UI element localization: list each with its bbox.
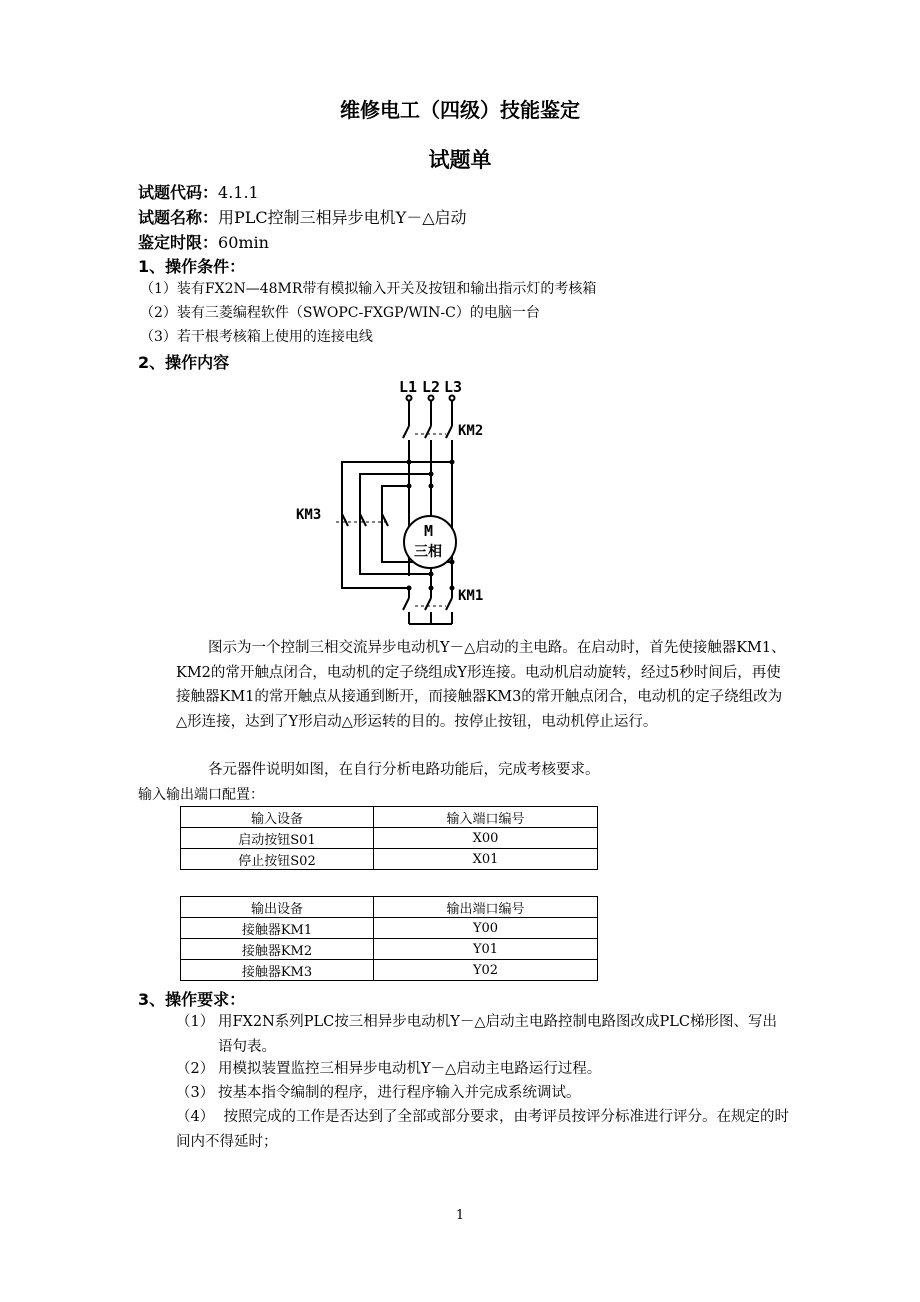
table-header: 输入端口编号 xyxy=(374,807,598,828)
table-header-row xyxy=(181,807,598,828)
km1-label: KM1 xyxy=(458,588,484,604)
motor-text: 三相 xyxy=(414,544,442,560)
table-header: 输入设备 xyxy=(181,807,374,828)
phase-label-l2: L2 xyxy=(422,378,441,396)
time-row xyxy=(138,230,269,253)
code-label: 试题代码： xyxy=(138,183,219,202)
output-table xyxy=(180,896,598,981)
condition-item: （2）装有三菱编程软件（SWOPC-FXGP/WIN-C）的电脑一台 xyxy=(140,305,540,321)
requirement-number: （2） xyxy=(176,1061,215,1077)
time-value: 60min xyxy=(218,233,269,252)
table-cell: X00 xyxy=(374,828,598,849)
km2-label: KM2 xyxy=(458,423,484,439)
table-header: 输出端口编号 xyxy=(374,897,598,918)
code-value: 4.1.1 xyxy=(218,183,259,202)
table-header-row xyxy=(181,897,598,918)
instruction-paragraph: 各元器件说明如图，在自行分析电路功能后，完成考核要求。 xyxy=(208,762,600,778)
km3-label: KM3 xyxy=(296,507,322,523)
condition-item: （1）装有FX2N—48MR带有模拟输入开关及按钮和输出指示灯的考核箱 xyxy=(140,281,597,297)
name-value: 用PLC控制三相异步电机Y－△启动 xyxy=(218,208,467,227)
requirement-text: 用模拟装置监控三相异步电动机Y－△启动主电路运行过程。 xyxy=(218,1061,602,1077)
name-label: 试题名称： xyxy=(138,208,219,227)
code-row xyxy=(138,180,259,203)
main-circuit-diagram xyxy=(290,376,500,628)
table-cell: X01 xyxy=(374,849,598,870)
io-config-label: 输入输出端口配置： xyxy=(138,787,264,803)
time-label: 鉴定时限： xyxy=(138,233,219,252)
input-table xyxy=(180,806,598,870)
table-cell: Y02 xyxy=(374,960,598,981)
table-cell: 停止按钮S02 xyxy=(181,849,374,870)
table-row xyxy=(181,960,598,981)
table-row xyxy=(181,849,598,870)
document-subtitle: 试题单 xyxy=(428,148,492,172)
table-row xyxy=(181,918,598,939)
table-row xyxy=(181,828,598,849)
section2-heading: 2、操作内容 xyxy=(138,353,230,372)
table-header: 输出设备 xyxy=(181,897,374,918)
requirement-text: 按基本指令编制的程序，进行程序输入并完成系统调试。 xyxy=(218,1085,581,1101)
requirement-item xyxy=(176,1105,790,1154)
condition-item: （3）若干根考核箱上使用的连接电线 xyxy=(140,329,373,345)
description-paragraph: 图示为一个控制三相交流异步电动机Y－△启动的主电路。在启动时，首先使接触器KM1、KM2的常开触点闭合，电动机的定子绕组成Y形连接。电动机启动旋转，经过5秒时间后，再使接触器KM1的常开触点从接通到断开，而接触器KM3的常开触点闭合，电动机的定子绕组改为△形连接，达到了Y形启动△形运转的目的。按停止按钮，电动机停止运行。 xyxy=(176,640,786,730)
requirement-text: 用FX2N系列PLC按三相异步电动机Y－△启动主电路控制电路图改成PLC梯形图、写出语句表。 xyxy=(218,1014,777,1055)
page-number: 1 xyxy=(455,1208,465,1223)
document-title: 维修电工（四级）技能鉴定 xyxy=(340,98,580,122)
table-cell: Y01 xyxy=(374,939,598,960)
section3-heading: 3、操作要求： xyxy=(138,990,246,1009)
requirement-number: （4） xyxy=(176,1109,215,1125)
requirement-number: （3） xyxy=(176,1085,215,1101)
phase-label-l1: L1 xyxy=(399,378,418,396)
table-cell: 接触器KM1 xyxy=(181,918,374,939)
section1-heading: 1、操作条件： xyxy=(138,257,246,276)
motor-letter: M xyxy=(424,522,434,540)
table-cell: 接触器KM2 xyxy=(181,939,374,960)
name-row xyxy=(138,205,467,228)
table-cell: 接触器KM3 xyxy=(181,960,374,981)
requirement-text: 按照完成的工作是否达到了全部或部分要求，由考评员按评分标准进行评分。在规定的时间内不得延时； xyxy=(176,1109,789,1150)
requirement-number: （1） xyxy=(176,1014,215,1030)
table-row xyxy=(181,939,598,960)
phase-label-l3: L3 xyxy=(444,378,463,396)
table-cell: 启动按钮S01 xyxy=(181,828,374,849)
table-cell: Y00 xyxy=(374,918,598,939)
